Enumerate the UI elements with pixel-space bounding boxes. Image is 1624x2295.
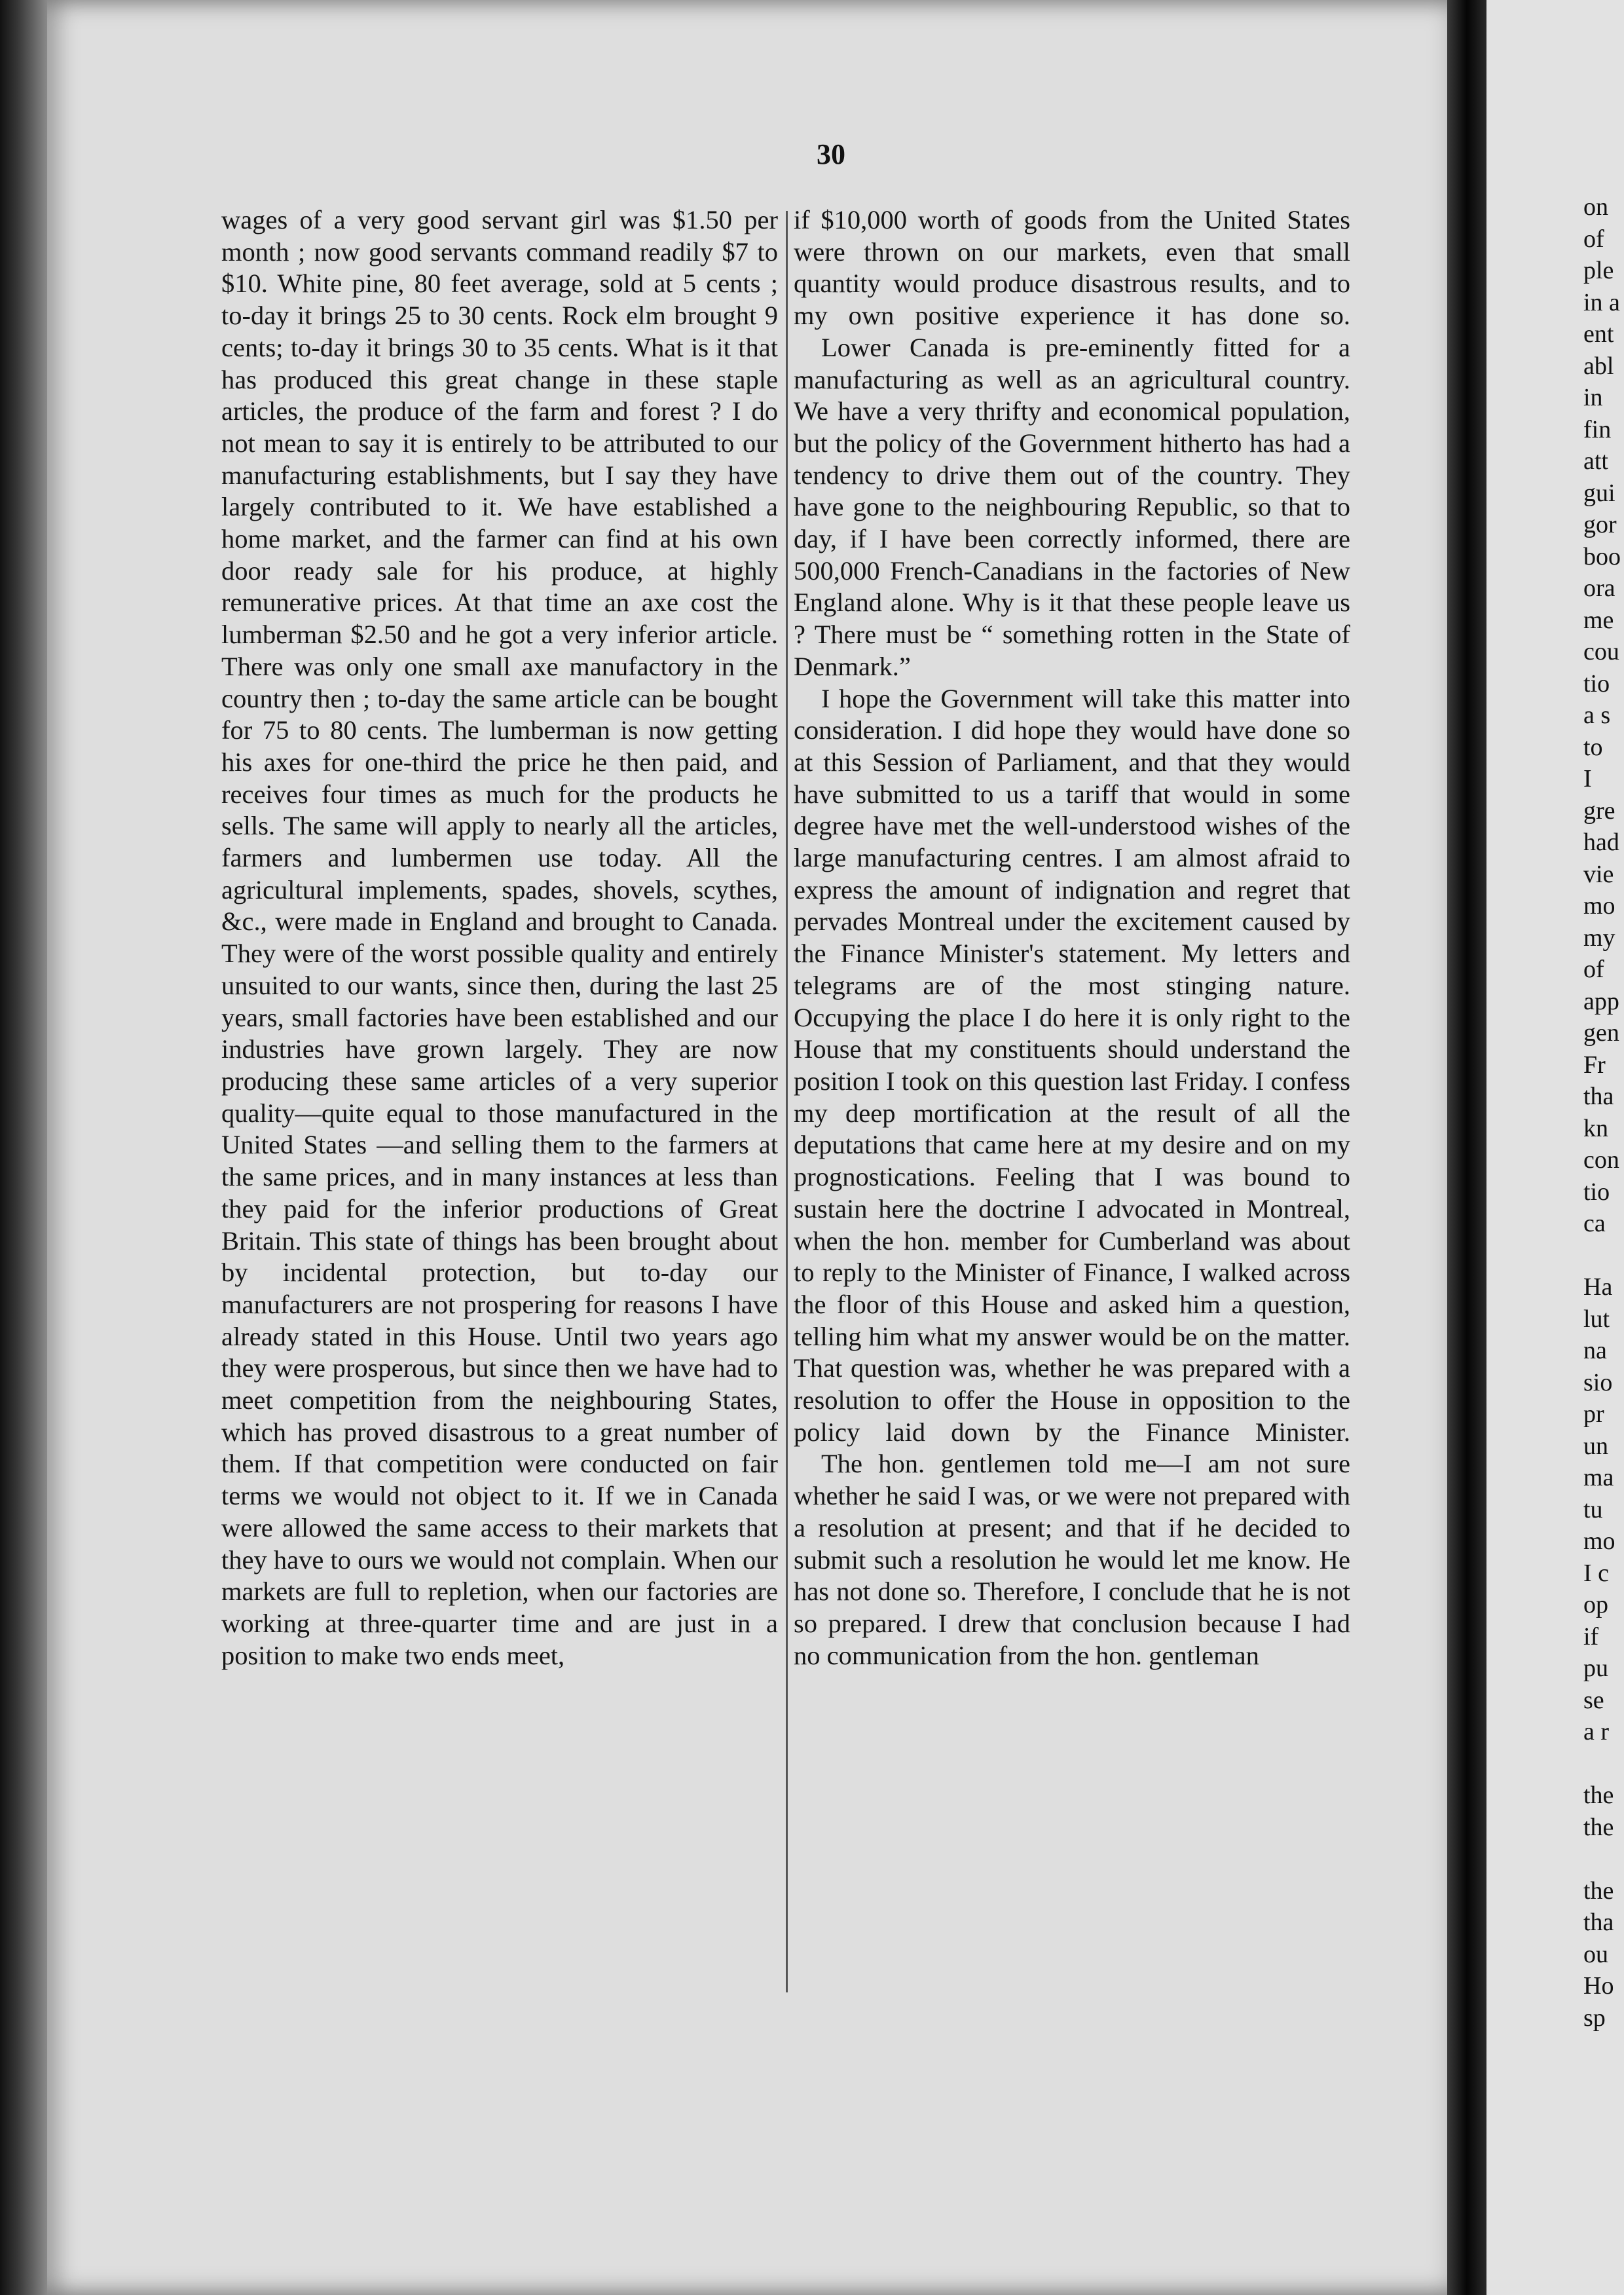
- page-number: 30: [817, 138, 845, 170]
- column-divider: [786, 211, 788, 1992]
- right-paragraph-1: if $10,000 worth of goods from the United States were thrown on our markets, even that small quantity would produce disastrous results, and to my own positive experience it has done so.: [794, 205, 1350, 331]
- left-paragraph-1: wages of a very good servant girl was $1.50 per month ; now good servants command readily $7 to $10. White pine, 80 feet average, sold at 5 cents ; to-day it brings 25 to 30 cents. Rock elm brought 9 cents; to-day it brings 30 to 35 cents. What is it that has produced this great change in these staple articles, the produce of the farm and forest ? I do not mean to say it is entirely to be attributed to our manufacturing establishments, but I say they have largely contributed to it. We have established a home market, and the farmer can find at his own door ready sale for his produce, at highly remunerative prices. At that time an axe cost the lumberman $2.50 and he got a very inferior article. There was only one small axe manufactory in the country then ; to-day the same article can be bought for 75 to 80 cents. The lumberman is now getting his axes for one-third the price he then paid, and receives four times as much for the products he sells. The same will apply to nearly all the articles, farmers and lumbermen use today. All the agricultural implements, spades, shovels, scythes, &c., were made in England and brought to Canada. They were of the worst possible quality and entirely unsuited to our wants, since then, during the last 25 years, small factories have been established and our industries have grown largely. They are now producing these same articles of a very superior quality—quite equal to those manufactured in the United States —and selling them to the farmers at the same prices, and in many instances at less than they paid for the inferior productions of Great Britain. This state of things has been brought about by incidental protection, but to-day our manufacturers are not prospering for reasons I have already stated in this House. Until two years ago they were prosperous, but since then we have had to meet competition from the neighbouring States, which has proved disastrous to a great number of them. If that competition were conducted on fair terms we would not object to it. If we in Canada were allowed the same access to their markets that they have to ours we would not complain. When our markets are full to repletion, when our factories are working at three-quarter time and are just in a position to make two ends meet,: [221, 205, 778, 1670]
- left-column: [221, 204, 778, 1671]
- right-column: [794, 204, 1350, 1671]
- adjacent-page-edge: [1486, 0, 1624, 2295]
- right-paragraph-3: I hope the Government will take this matter into consideration. I did hope they would have done so at this Session of Parliament, and that they would have submitted to us a tariff that would in some degree have met the well-understood wishes of the large manufacturing centres. I am almost afraid to express the amount of indignation and regret that pervades Montreal under the excitement caused by the Finance Minister's statement. My letters and telegrams are of the most stinging nature. Occupying the place I do here it is only right to the House that my constituents should understand the position I took on this question last Friday. I confess my deep mortification at the result of all the deputations that came here at my desire and on my prognostications. Feeling that I was bound to sustain here the doctrine I advocated in Montreal, when the hon. member for Cumberland was about to reply to the Minister of Finance, I walked across the floor of this House and asked him a question, telling him what my answer would be on the matter. That question was, whether he was prepared with a resolution to offer the House in opposition to the policy laid down by the Finance Minister.: [794, 683, 1350, 1447]
- right-paragraph-2: Lower Canada is pre-eminently fitted for a manufacturing as well as an agricultural country. We have a very thrifty and economical population, but the policy of the Government hitherto has had a tendency to drive them out of the country. They have gone to the neighbouring Republic, so that to day, if I have been correctly informed, there are 500,000 French-Canadians in the factories of New England alone. Why is it that these people leave us ? There must be “ something rotten in the State of Denmark.”: [794, 332, 1350, 681]
- right-paragraph-4: The hon. gentlemen told me—I am not sure whether he said I was, or we were not prepared with a resolution at present; and that if he decided to submit such a resolution he would let me know. He has not done so. Therefore, I conclude that he is not so prepared. I drew that conclusion because I had no communication from the hon. gentleman: [794, 1449, 1350, 1670]
- scan-left-edge: [0, 0, 47, 2295]
- adjacent-page-text: on of ple in a ent abl in fin att gui gor boo ora me cou tio a s to I gre had vie mo my of app gen Fr tha kn con tio ca Ha lut na sio pr un ma tu mo I c op if pu se a r the the the tha ou Ho sp: [1583, 193, 1621, 2032]
- book-gutter: [1447, 0, 1486, 2295]
